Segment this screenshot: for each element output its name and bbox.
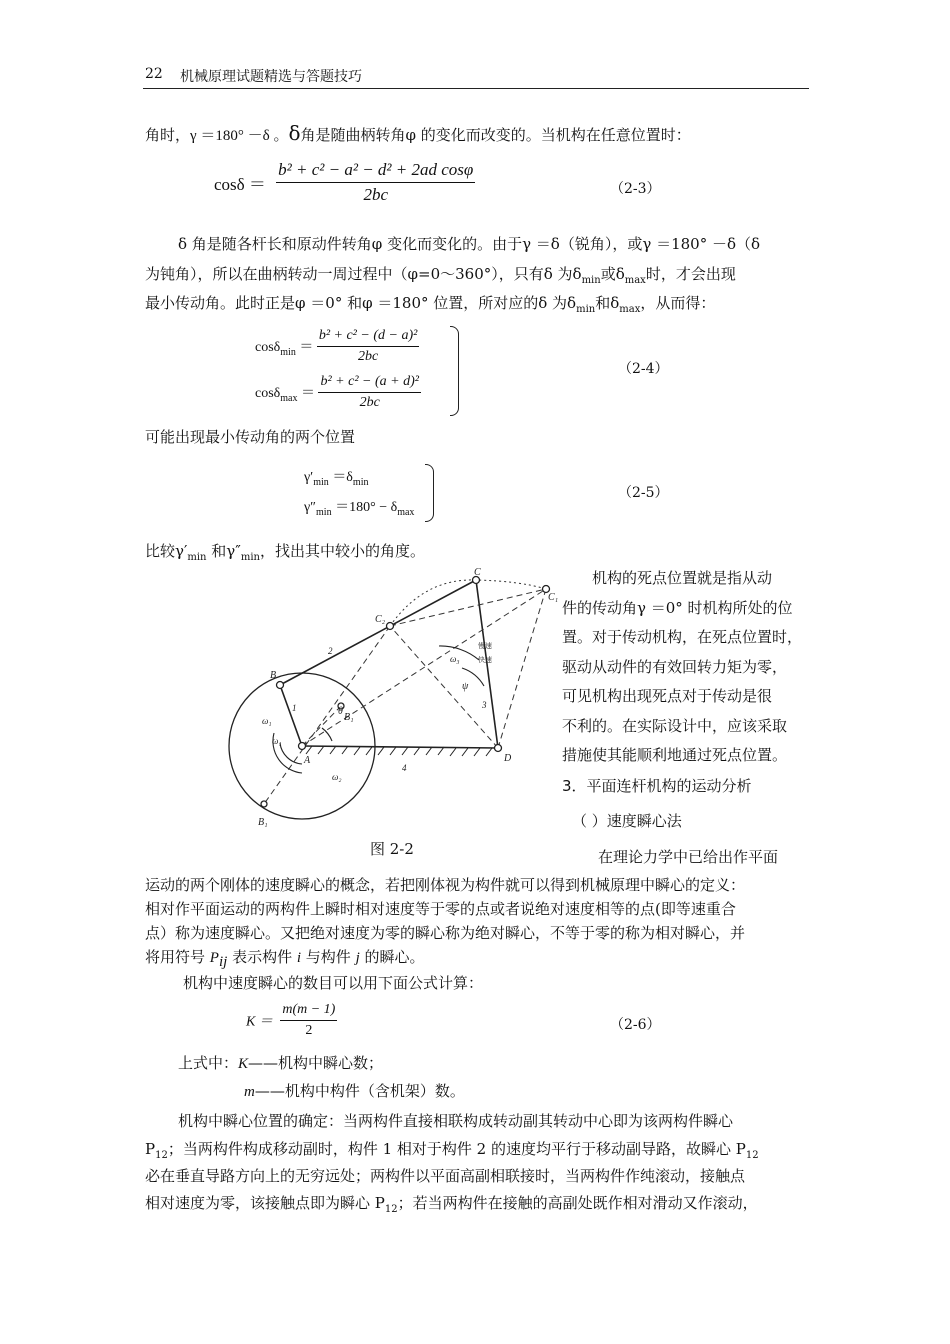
fig-label-c: C [474, 567, 481, 578]
definition-m: m——机构中构件（含机架）数。 [244, 1082, 465, 1100]
dead-point-paragraph: 机构的死点位置就是指从动 件的传动角γ ＝0° 时机构所处的位 置。对于传动机构，在死点位置时， 驱动从动件的有效回转力矩为零， 可见机构出现死点对于传动是很 不利的。在实际设计中，应该采取 措施使其能顺利地通过死点位置。 [562, 569, 803, 764]
dashed-c2-c1 [390, 589, 546, 626]
para-2-line-2: 为钝角），所以在曲柄转动一周过程中（φ=0～360°），只有δ 为$\delta_{min}$或$\delta_{max}$时，才会出现 [145, 265, 736, 286]
dashed-a-c1 [302, 589, 546, 746]
joint-b [277, 682, 284, 689]
link-ab [280, 685, 302, 746]
para-4: 比较$\gamma'_{min}$ 和$\gamma''_{min}$，找出其中较小的角度。 [145, 542, 425, 563]
para-6-line-2: $P_{12}$；当两构件构成移动副时，构件 1 相对于构件 2 的速度均平行于移动副导路，故瞬心 $P_{12}$ [145, 1140, 759, 1161]
equation-2-5-row-1: $\gamma'_{min} =\delta_{min}$ [304, 470, 369, 488]
para-3: 可能出现最小传动角的两个位置 [145, 428, 356, 446]
fig-label-2: 2 [328, 646, 333, 656]
joint-a [299, 743, 306, 750]
fig-label-w1b: ω₁ [272, 736, 282, 746]
section-heading: 3．平面连杆机构的运动分析 [562, 777, 752, 795]
link-bc [280, 580, 476, 685]
fig-label-slow: 慢速 [478, 642, 492, 650]
fig-label-c1: C₁ [548, 592, 559, 603]
page-number: 22 [145, 66, 163, 82]
ground-line [302, 746, 498, 748]
fig-label-w2: ω₂ [332, 772, 342, 782]
joint-d [495, 745, 502, 752]
equation-label-2-4: （2-4） [618, 361, 669, 377]
fig-label-3: 3 [482, 700, 487, 710]
equation-2-4-brace [450, 326, 459, 416]
dashed-b1-c2 [264, 626, 390, 804]
fig-label-a: A [304, 755, 311, 766]
running-title: 机械原理试题精选与答题技巧 [180, 69, 362, 85]
fig-label-c2: C₂ [375, 614, 386, 625]
para-5-line-5: 机构中速度瞬心的数目可以用下面公式计算： [183, 974, 484, 992]
figure-caption: 图 2-2 [370, 840, 414, 858]
para-6-line-3: 必在垂直导路方向上的无穷远处；两构件以平面高副相联接时，当两构件作纯滚动，接触点 [145, 1167, 746, 1185]
equation-2-6: K ＝ $\frac{m(m - 1)}{2}$ [246, 1002, 336, 1038]
fig-label-fast: 快速 [478, 656, 492, 664]
para-5-line-2: 相对作平面运动的两构件上瞬时相对速度等于零的点或者说绝对速度相等的点(即等速重合 [145, 900, 736, 918]
fig-label-w1: ω₁ [262, 716, 272, 726]
equation-label-2-5: （2-5） [618, 485, 669, 501]
fig-label-d: D [504, 753, 512, 764]
fig-label-w3: ω₃ [450, 654, 460, 664]
fig-label-b: B [270, 670, 277, 681]
figure-2-2 [234, 567, 559, 830]
equation-2-4-row-2: cosδ$_{max}$ ＝ $\frac{\text{b² + c² − (a + d)²}}{2bc}$ [255, 374, 419, 410]
joint-b1-lower [261, 801, 267, 807]
para-5-line-1: 运动的两个刚体的速度瞬心的概念，若把刚体视为构件就可以得到机械原理中瞬心的定义： [145, 876, 746, 894]
para-5-line-4: 将用符号 $P_{ij}$ 表示构件 i 与构件 j 的瞬心。 [145, 948, 425, 970]
definition-k: 上式中：K——机构中瞬心数； [178, 1054, 384, 1072]
equation-label-2-3: （2-3） [610, 181, 661, 197]
subsection-heading: （ ）速度瞬心法 [572, 812, 682, 830]
dashed-a-b1 [302, 706, 341, 746]
para-2-line-3: 最小传动角。此时正是φ ＝0° 和φ ＝180° 位置，所对应的δ 为$\delta_{min}$和$\delta_{max}$，从而得： [145, 294, 716, 315]
equation-2-3: cosδ ＝ $\frac{\text{b² + c² − a² − d² + 2ad cosφ}}{2bc}$ [214, 160, 474, 204]
fig-label-b1-lower: B₁ [258, 817, 268, 828]
header-rule [143, 88, 809, 89]
fig-label-theta: θ [338, 706, 343, 717]
para-2-line-1: δ 角是随各杆长和原动件转角φ 变化而变化的。由于γ ＝δ（锐角），或γ ＝180° －δ（δ [178, 235, 761, 253]
fig-label-b1: B₁ [344, 712, 354, 723]
rocker-arc [390, 580, 546, 626]
joint-c2 [387, 623, 394, 630]
fig-label-1: 1 [292, 703, 297, 713]
para-5-tail: 在理论力学中已给出作平面 [598, 848, 779, 866]
fig-label-4: 4 [402, 763, 407, 773]
dashed-d-c1 [498, 589, 546, 748]
para-6-line-4: 相对速度为零，该接触点即为瞬心 $P_{12}$；若当两构件在接触的高副处既作相对滑动又作滚动， [145, 1194, 758, 1215]
fig-label-psi: ψ [462, 681, 469, 692]
para-6-line-1: 机构中瞬心位置的确定：当两构件直接相联构成转动副其转动中心即为该两构件瞬心 [178, 1112, 734, 1130]
para-1: 角时，γ ＝180° －δ 。δ角是随曲柄转角φ 的变化而改变的。当机构在任意位置时： [145, 121, 691, 145]
equation-2-5-row-2: $\gamma''_{min} =180^\circ - \delta_{max}$ [304, 500, 415, 518]
para-5-line-3: 点）称为速度瞬心。又把绝对速度为零的瞬心称为绝对瞬心，不等于零的称为相对瞬心，并 [145, 924, 746, 942]
equation-label-2-6: （2-6） [610, 1017, 661, 1033]
equation-2-5-brace [425, 464, 434, 522]
equation-2-4-row-1: cosδ$_{min}$ ＝ $\frac{\text{b² + c² − (d − a)²}}{2bc}$ [255, 328, 418, 364]
